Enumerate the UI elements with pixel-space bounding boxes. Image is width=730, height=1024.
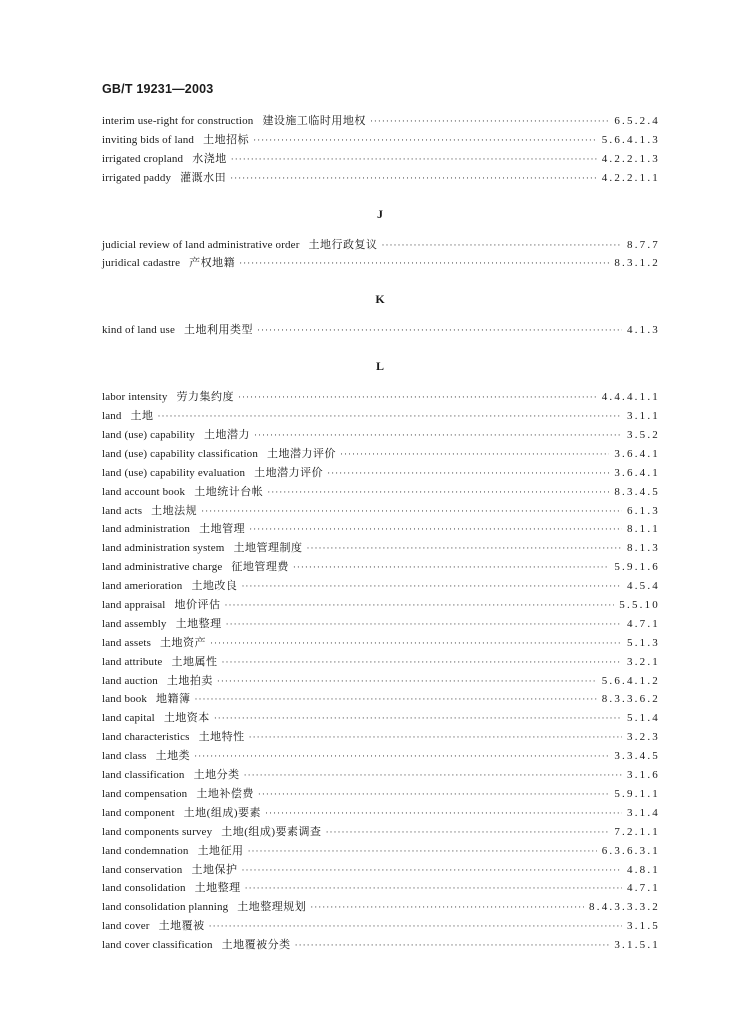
index-entry bbox=[102, 917, 658, 936]
section-l bbox=[102, 388, 658, 955]
dot-leader bbox=[245, 879, 622, 898]
entry-section-number: 5.9.1.6 bbox=[614, 561, 660, 574]
dot-leader bbox=[249, 728, 622, 747]
index-entry bbox=[102, 558, 658, 577]
dot-leader bbox=[249, 520, 622, 539]
entry-section-number: 5.6.4.1.2 bbox=[601, 674, 660, 687]
entry-chinese-term: 土地行政复议 bbox=[308, 238, 378, 251]
index-entry bbox=[102, 596, 658, 615]
dot-leader bbox=[327, 464, 609, 483]
index-entry bbox=[102, 388, 658, 407]
entry-section-number: 8.1.1 bbox=[627, 523, 660, 536]
entry-chinese-term: 土地类 bbox=[155, 750, 191, 763]
entry-term: land compensation bbox=[102, 787, 188, 800]
entry-term: land administration system bbox=[102, 542, 225, 555]
entry-term: land class bbox=[102, 750, 147, 763]
entry-section-number: 3.5.2 bbox=[627, 429, 660, 442]
entry-term: juridical cadastre bbox=[102, 257, 181, 270]
entry-term: land appraisal bbox=[102, 599, 166, 612]
dot-leader bbox=[210, 634, 622, 653]
entry-chinese-term: 劳力集约度 bbox=[176, 391, 234, 404]
dot-leader bbox=[267, 483, 609, 502]
entry-chinese-term: 土地利用类型 bbox=[183, 324, 253, 337]
dot-leader bbox=[370, 112, 609, 131]
entry-section-number: 3.1.5.1 bbox=[614, 939, 660, 952]
dot-leader bbox=[254, 426, 622, 445]
index-entry bbox=[102, 785, 658, 804]
entry-chinese-term: 土地补偿费 bbox=[196, 787, 254, 800]
entry-section-number: 4.7.1 bbox=[627, 617, 660, 630]
entry-term: kind of land use bbox=[102, 324, 175, 337]
index-entry bbox=[102, 634, 658, 653]
entry-chinese-term: 土地特性 bbox=[198, 731, 245, 744]
index-entry bbox=[102, 672, 658, 691]
index-entry bbox=[102, 804, 658, 823]
entry-chinese-term: 土地招标 bbox=[203, 133, 250, 146]
index-entry bbox=[102, 445, 658, 464]
entry-term: land cover bbox=[102, 920, 150, 933]
entry-section-number: 6.1.3 bbox=[627, 504, 660, 517]
dot-leader bbox=[158, 407, 622, 426]
index-entry bbox=[102, 254, 658, 273]
entry-term: labor intensity bbox=[102, 391, 168, 404]
entry-section-number: 4.8.1 bbox=[627, 863, 660, 876]
index-entry bbox=[102, 747, 658, 766]
entry-term: land characteristics bbox=[102, 731, 190, 744]
dot-leader bbox=[221, 653, 622, 672]
index-entry bbox=[102, 898, 658, 917]
entry-term: land assets bbox=[102, 636, 152, 649]
entry-section-number: 3.6.4.1 bbox=[614, 447, 660, 460]
index-entry bbox=[102, 483, 658, 502]
index-entry bbox=[102, 150, 658, 169]
section-j bbox=[102, 236, 658, 274]
index-entry bbox=[102, 766, 658, 785]
index-entry bbox=[102, 539, 658, 558]
entry-term: land auction bbox=[102, 674, 158, 687]
entry-term: land capital bbox=[102, 712, 155, 725]
dot-leader bbox=[226, 615, 622, 634]
entry-section-number: 4.1.3 bbox=[627, 324, 660, 337]
index-entry bbox=[102, 169, 658, 188]
entry-term: land assembly bbox=[102, 617, 167, 630]
dot-leader bbox=[217, 672, 597, 691]
entry-term: inviting bids of land bbox=[102, 133, 195, 146]
entry-chinese-term: 土地分类 bbox=[193, 769, 240, 782]
dot-leader bbox=[340, 445, 609, 464]
entry-term: irrigated cropland bbox=[102, 152, 184, 165]
index-entry bbox=[102, 426, 658, 445]
entry-chinese-term: 土地管理 bbox=[199, 523, 246, 536]
index-entry bbox=[102, 321, 658, 340]
entry-term: land amerioration bbox=[102, 580, 183, 593]
index-entry bbox=[102, 653, 658, 672]
entry-section-number: 5.9.1.1 bbox=[614, 787, 660, 800]
entry-section-number: 6.5.2.4 bbox=[614, 115, 660, 127]
entry-section-number: 4.2.2.1.1 bbox=[601, 171, 660, 184]
entry-term: land components survey bbox=[102, 825, 213, 838]
dot-leader bbox=[239, 254, 609, 273]
dot-leader bbox=[201, 502, 622, 521]
entry-chinese-term: 土地统计台帐 bbox=[194, 485, 264, 498]
dot-leader bbox=[326, 823, 610, 842]
entry-section-number: 5.1.4 bbox=[627, 712, 660, 725]
entry-term: irrigated paddy bbox=[102, 171, 172, 184]
entry-section-number: 3.1.4 bbox=[627, 806, 660, 819]
dot-leader bbox=[258, 785, 610, 804]
entry-term: land component bbox=[102, 806, 175, 819]
entry-section-number: 5.5.10 bbox=[619, 599, 660, 612]
entry-chinese-term: 土地(组成)要素调查 bbox=[221, 825, 322, 838]
dot-leader bbox=[214, 709, 622, 728]
entry-section-number: 3.3.4.5 bbox=[614, 750, 660, 763]
entry-term: land (use) capability evaluation bbox=[102, 466, 246, 479]
entry-term: interim use-right for construction bbox=[102, 115, 254, 127]
entry-section-number: 8.7.7 bbox=[627, 238, 660, 251]
entry-chinese-term: 地籍簿 bbox=[156, 693, 191, 706]
entry-section-number: 6.3.6.3.1 bbox=[601, 844, 660, 857]
dot-leader bbox=[310, 898, 584, 917]
entry-chinese-term: 土地潜力 bbox=[203, 429, 250, 442]
entry-chinese-term: 土地整理 bbox=[175, 617, 222, 630]
entry-chinese-term: 土地整理 bbox=[194, 882, 241, 895]
entry-chinese-term: 土地覆被分类 bbox=[221, 939, 291, 952]
index-entry bbox=[102, 112, 658, 131]
section-letter-l: L bbox=[375, 359, 384, 374]
index-entry bbox=[102, 842, 658, 861]
entry-section-number: 3.6.4.1 bbox=[614, 466, 660, 479]
entry-section-number: 8.3.4.5 bbox=[614, 485, 660, 498]
entry-chinese-term: 土地管理制度 bbox=[233, 542, 303, 555]
index-entry bbox=[102, 464, 658, 483]
dot-leader bbox=[306, 539, 622, 558]
dot-leader bbox=[194, 747, 609, 766]
dot-leader bbox=[244, 766, 622, 785]
dot-leader bbox=[265, 804, 622, 823]
entry-section-number: 4.4.4.1.1 bbox=[601, 391, 660, 404]
entry-term: land bbox=[102, 410, 122, 423]
entry-term: land (use) capability classification bbox=[102, 447, 258, 460]
dot-leader bbox=[195, 690, 597, 709]
entry-chinese-term: 土地资本 bbox=[163, 712, 210, 725]
entry-chinese-term: 征地管理费 bbox=[231, 561, 289, 574]
index-entry bbox=[102, 577, 658, 596]
dot-leader bbox=[295, 936, 610, 955]
entry-chinese-term: 水浇地 bbox=[192, 152, 227, 165]
standard-number-header: GB/T 19231—2003 bbox=[102, 82, 214, 96]
entry-term: land acts bbox=[102, 504, 143, 517]
entry-section-number: 5.6.4.1.3 bbox=[601, 133, 660, 146]
entry-section-number: 8.1.3 bbox=[627, 542, 660, 555]
entry-term: land cover classification bbox=[102, 939, 213, 952]
dot-leader bbox=[230, 169, 597, 188]
entry-section-number: 3.2.1 bbox=[627, 655, 660, 668]
entry-chinese-term: 土地资产 bbox=[160, 636, 207, 649]
dot-leader bbox=[209, 917, 622, 936]
dot-leader bbox=[241, 861, 622, 880]
entry-section-number: 8.3.1.2 bbox=[614, 257, 660, 270]
section-k bbox=[102, 321, 658, 340]
dot-leader bbox=[225, 596, 615, 615]
entry-term: land administration bbox=[102, 523, 191, 536]
section-letter-k: K bbox=[375, 292, 385, 307]
dot-leader bbox=[253, 131, 597, 150]
entry-chinese-term: 土地改良 bbox=[191, 580, 238, 593]
index-entry bbox=[102, 131, 658, 150]
entry-term: land administrative charge bbox=[102, 561, 223, 574]
entry-term: land conservation bbox=[102, 863, 183, 876]
entry-term: land attribute bbox=[102, 655, 163, 668]
entry-section-number: 5.1.3 bbox=[627, 636, 660, 649]
entry-section-number: 4.5.4 bbox=[627, 580, 660, 593]
entry-chinese-term: 土地潜力评价 bbox=[254, 466, 324, 479]
entry-term: land account book bbox=[102, 485, 186, 498]
entry-section-number: 3.1.6 bbox=[627, 769, 660, 782]
entry-section-number: 8.4.3.3.3.2 bbox=[589, 901, 660, 914]
entry-section-number: 7.2.1.1 bbox=[614, 825, 660, 838]
entry-chinese-term: 土地法规 bbox=[151, 504, 198, 517]
index-entry bbox=[102, 690, 658, 709]
index-entry bbox=[102, 879, 658, 898]
entry-chinese-term: 土地 bbox=[130, 410, 154, 423]
section-letter-j: J bbox=[377, 206, 383, 221]
entry-term: land (use) capability bbox=[102, 429, 195, 442]
section-i bbox=[102, 112, 658, 188]
entry-section-number: 4.7.1 bbox=[627, 882, 660, 895]
entry-chinese-term: 土地拍卖 bbox=[166, 674, 213, 687]
entry-chinese-term: 产权地籍 bbox=[189, 257, 236, 270]
index-entry bbox=[102, 502, 658, 521]
index-entry bbox=[102, 823, 658, 842]
dot-leader bbox=[293, 558, 609, 577]
dot-leader bbox=[382, 236, 622, 255]
entry-chinese-term: 土地属性 bbox=[171, 655, 218, 668]
entry-chinese-term: 灌溉水田 bbox=[180, 171, 227, 184]
entry-term: judicial review of land administrative order bbox=[102, 238, 300, 251]
dot-leader bbox=[241, 577, 622, 596]
entry-section-number: 8.3.3.6.2 bbox=[601, 693, 660, 706]
index-entry bbox=[102, 615, 658, 634]
entry-chinese-term: 土地征用 bbox=[197, 844, 244, 857]
entry-chinese-term: 土地(组成)要素 bbox=[183, 806, 261, 819]
entry-section-number: 3.2.3 bbox=[627, 731, 660, 744]
entry-term: land classification bbox=[102, 769, 185, 782]
dot-leader bbox=[248, 842, 597, 861]
entry-chinese-term: 地价评估 bbox=[174, 599, 221, 612]
index-entry bbox=[102, 861, 658, 880]
index-entry bbox=[102, 236, 658, 255]
dot-leader bbox=[257, 321, 622, 340]
entry-term: land condemnation bbox=[102, 844, 189, 857]
dot-leader bbox=[238, 388, 597, 407]
index-entry bbox=[102, 520, 658, 539]
index-entry bbox=[102, 936, 658, 955]
entry-term: land consolidation bbox=[102, 882, 186, 895]
index-entry bbox=[102, 407, 658, 426]
index-entry bbox=[102, 709, 658, 728]
entry-chinese-term: 土地潜力评价 bbox=[266, 447, 336, 460]
index-entry bbox=[102, 728, 658, 747]
entry-chinese-term: 土地保护 bbox=[191, 863, 238, 876]
entry-chinese-term: 土地整理规划 bbox=[237, 901, 307, 914]
entry-chinese-term: 土地覆被 bbox=[158, 920, 205, 933]
entry-section-number: 3.1.5 bbox=[627, 920, 660, 933]
entry-chinese-term: 建设施工临时用地权 bbox=[262, 115, 366, 127]
entry-section-number: 4.2.2.1.3 bbox=[601, 152, 660, 165]
dot-leader bbox=[231, 150, 597, 169]
entry-term: land consolidation planning bbox=[102, 901, 229, 914]
entry-section-number: 3.1.1 bbox=[627, 410, 660, 423]
entry-term: land book bbox=[102, 693, 148, 706]
term-index bbox=[102, 112, 658, 955]
